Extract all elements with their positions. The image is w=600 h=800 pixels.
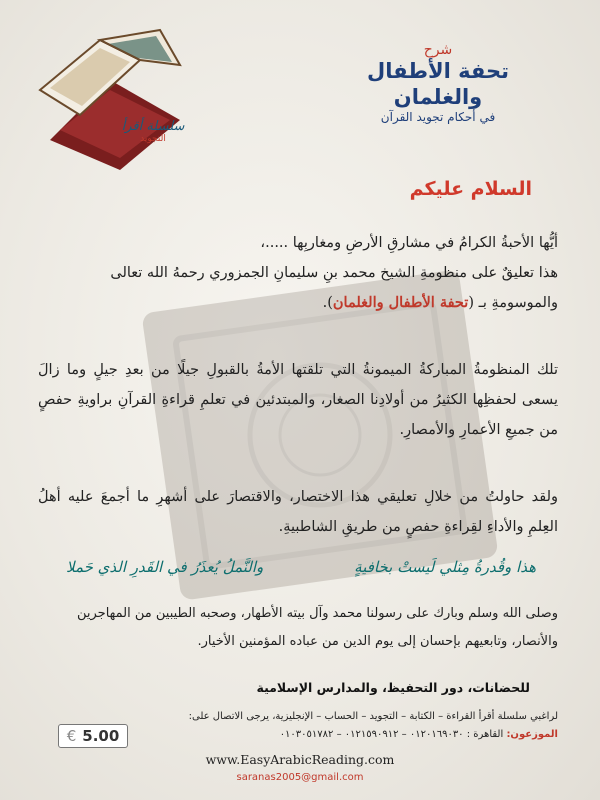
verse-second-half: والنَّملُ يُعذَرُ في القَدرِ الذي حَملا — [66, 558, 264, 576]
intro-title-highlight: تحفة الأطفال والغلمان — [332, 294, 469, 311]
poem-verse — [66, 558, 536, 576]
website-link[interactable]: www.EasyArabicReading.com — [205, 752, 395, 767]
email-link[interactable]: saranas2005@gmail.com — [236, 772, 364, 783]
intro-line-3-end: ). — [322, 295, 333, 311]
book-subtitle: في أحكام تجويد القرآن — [380, 110, 496, 124]
greeting-heading: السلام عليكم — [409, 178, 532, 200]
series-line: لراغبي سلسلة أقرأ القراءة – الكتابة – التجويد – الحساب – الإنجليزية، يرجى الاتصال على: — [188, 711, 558, 722]
paragraph-3: ولقد حاولتُ من خلالِ تعليقي هذا الاختصار، والاقتصارَ على أشهرِ ما أجمعَ عليه أهلُ العِلمِ والأداءِ لقِراءةِ حفصٍ من طريقِ الشاطبيةِ. — [38, 489, 558, 535]
book-title-block — [328, 42, 548, 124]
distributors-label: الموزعون: — [506, 729, 558, 740]
currency-symbol: € — [66, 727, 77, 745]
intro-line-3 — [38, 288, 558, 318]
price-sticker — [58, 724, 128, 748]
series-logo-name: سلسلة أقرأ — [121, 119, 185, 134]
quran-on-stand-icon — [30, 20, 190, 170]
verse-first-half: هذا وقُدرةُ مِثلي لَيستْ بخافيةٍ — [354, 558, 536, 576]
intro-line-3-start: والموسومةِ بـ ( — [468, 295, 558, 311]
blessing-paragraph: وصلى الله وسلم وبارك على رسولنا محمد وآل بيته الأطهار، وصحبه الطيبين من المهاجرين والأنصار، وتابعيهم بإحسان إلى يوم الدين من عباده المؤمنين الأخيار. — [76, 606, 558, 649]
intro-line-1: أيُّها الأحبةُ الكرامُ في مشارقِ الأرضِ ومغاربِها .....، — [260, 235, 558, 251]
price-value: 5.00 — [82, 727, 120, 745]
paragraph-2: تلك المنظومةُ المباركةُ الميمونةُ التي تلقتها الأمةُ بالقبولِ جيلًا من بعدِ جيلٍ وما زالَ يسعى لحفظِها الكثيرُ من أولادِنا الصغار، والمبتدئين في تعلمِ قراءةِ القرآنِ براويةِ حفصٍ من جميعِ الأعمارِ والأمصارِ. — [38, 362, 558, 438]
series-logo-sub: التجويد — [140, 134, 166, 144]
book-title: تحفة الأطفال والغلمان — [366, 59, 510, 109]
intro-line-2: هذا تعليقٌ على منظومةِ الشيخ محمد بنِ سليمانِ الجمزوري رحمهُ الله تعالى — [110, 265, 558, 281]
target-audience: للحضانات، دور التحفيظ، والمدارس الإسلامية — [256, 680, 530, 695]
title-sharh: شرح — [423, 42, 453, 58]
distributors-text: القاهرة : ٠١٢٠١٦٩٠٣٠ – ٠١٢١٥٩٠٩١٢ – ٠١٠٣٠٥١٧٨٢ — [279, 729, 504, 740]
intro-paragraph — [38, 228, 558, 318]
series-logo — [118, 120, 188, 144]
